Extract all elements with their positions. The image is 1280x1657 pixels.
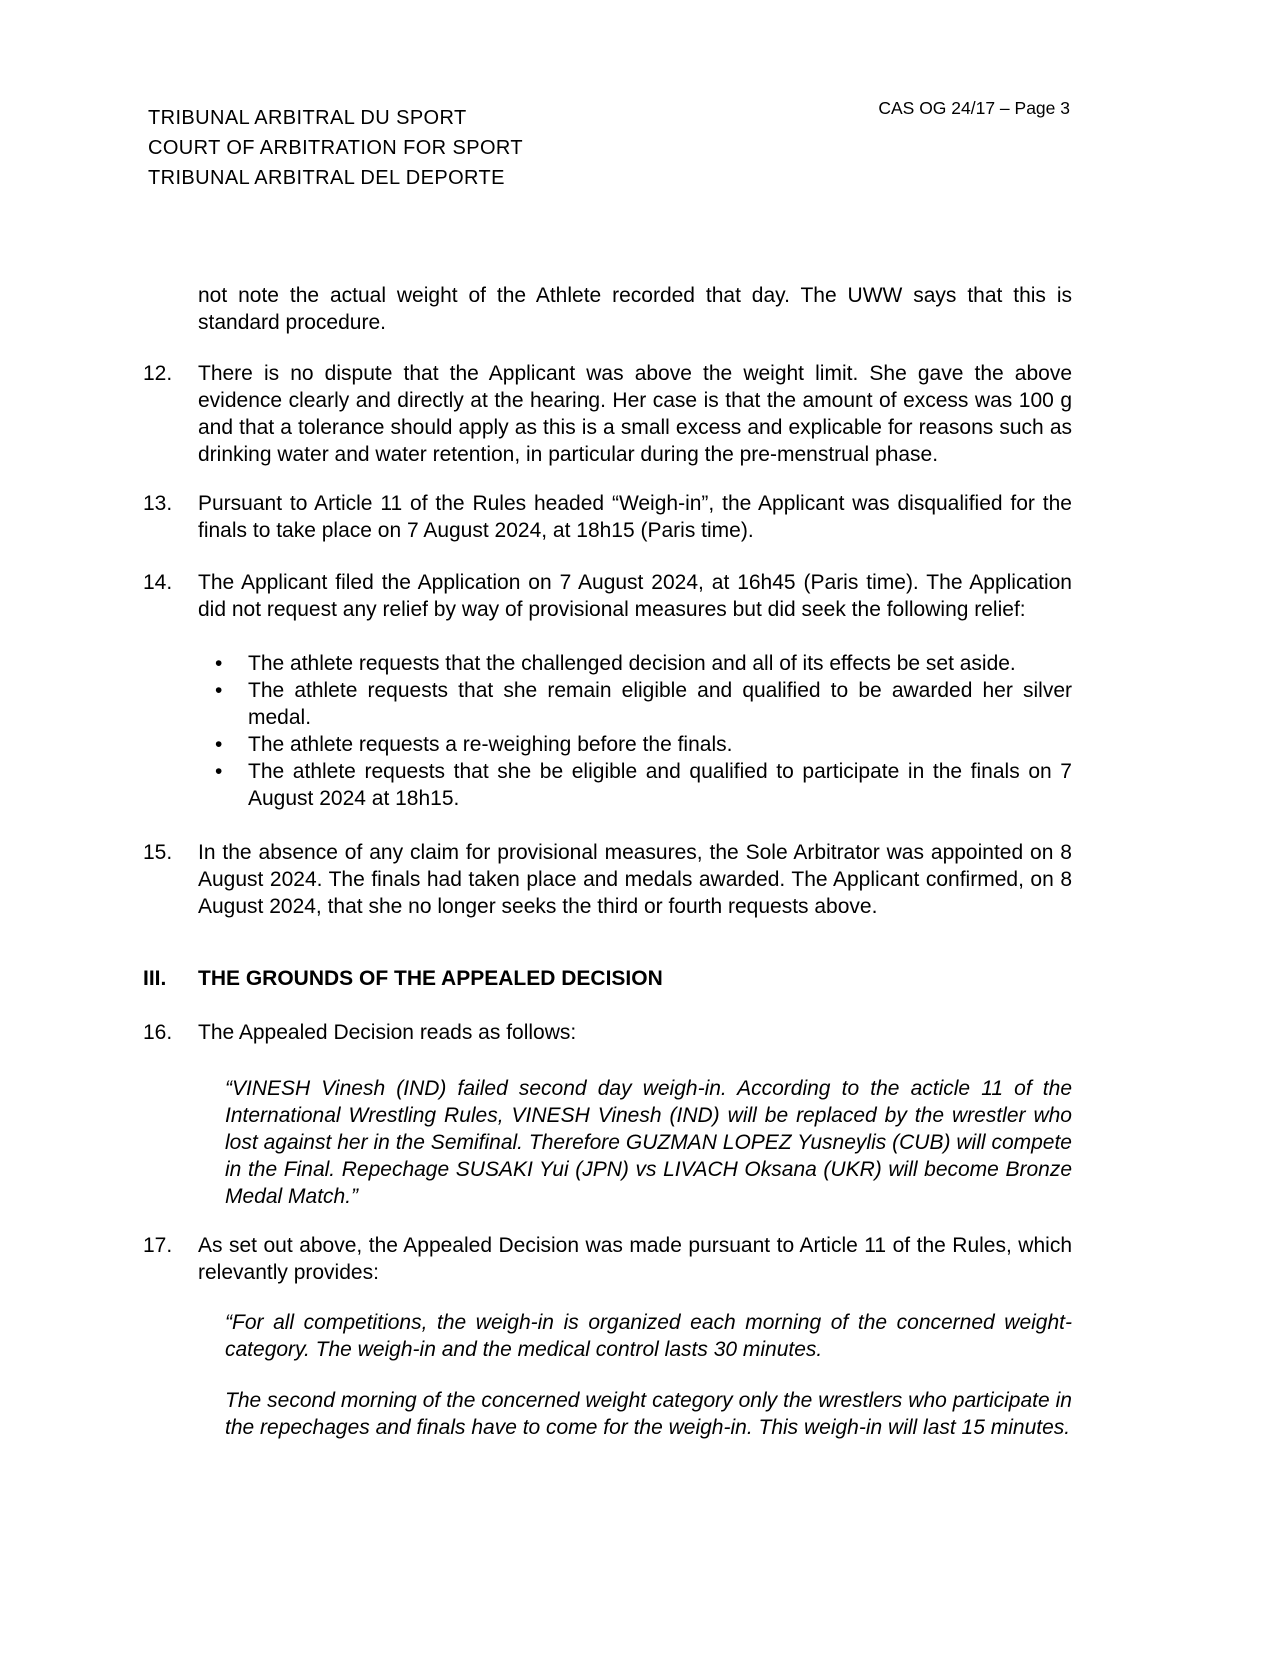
relief-item [215,650,1072,677]
paragraph-text: There is no dispute that the Applicant was above the weight limit. She gave the above evidence clearly and directly at the hearing. Her case is that the amount of excess was 100 g and that a tolerance should apply as this is a small excess and explicable for reasons such as drinking water and water retention, in particular during the pre-menstrual phase. [198,362,1072,466]
relief-item [215,731,1072,758]
relief-requests-list [215,650,1072,812]
page-header [0,0,1280,193]
paragraph-text: As set out above, the Appealed Decision was made pursuant to Article 11 of the Rules, which relevantly provides: [198,1234,1072,1284]
org-name-english: COURT OF ARBITRATION FOR SPORT [148,137,523,159]
document-body [143,282,1072,1441]
paragraph-number: 14. [143,571,173,594]
paragraph-16 [143,1019,1072,1046]
tribunal-letterhead [148,103,523,193]
relief-item-text: The athlete requests a re-weighing before the finals. [248,733,733,756]
org-name-french: TRIBUNAL ARBITRAL DU SPORT [148,107,467,129]
bullet-icon [215,650,248,677]
paragraph-number: 15. [143,841,173,864]
quote-appealed-decision: “VINESH Vinesh (IND) failed second day weigh-in. According to the acticle 11 of the International Wrestling Rules, VINESH Vinesh (IND) will be replaced by the wrestler who lost against her in the Semifinal. Therefore GUZMAN LOPEZ Yusneylis (CUB) will compete in the Final. Repechage SUSAKI Yui (JPN) vs LIVACH Oksana (UKR) will become Bronze Medal Match.” [225,1077,1072,1208]
bullet-icon [215,677,248,731]
paragraph-text: Pursuant to Article 11 of the Rules headed “Weigh-in”, the Applicant was disqualified for the finals to take place on 7 August 2024, at 18h15 (Paris time). [198,492,1072,542]
paragraph-17 [143,1232,1072,1286]
bullet-icon [215,758,248,812]
paragraph-text: The Applicant filed the Application on 7 August 2024, at 16h45 (Paris time). The Application did not request any relief by way of provisional measures but did seek the following relief: [198,571,1072,621]
quote-article-11-paragraph-2: The second morning of the concerned weight category only the wrestlers who participate in the repechages and finals have to come for the weigh-in. This weigh-in will last 15 minutes. [225,1389,1072,1439]
relief-item-text: The athlete requests that the challenged decision and all of its effects be set aside. [248,652,1016,675]
quote-article-11-paragraph-1: “For all competitions, the weigh-in is organized each morning of the concerned weight-category. The weigh-in and the medical control lasts 30 minutes. [225,1311,1072,1361]
paragraph-text: In the absence of any claim for provisional measures, the Sole Arbitrator was appointed on 8 August 2024. The finals had taken place and medals awarded. The Applicant confirmed, on 8 August 2024, that she no longer seeks the third or fourth requests above. [198,841,1072,918]
relief-item-text: The athlete requests that she be eligible and qualified to participate in the finals on 7 August 2024 at 18h15. [248,760,1072,810]
paragraph-number: 16. [143,1021,173,1044]
paragraph-12 [143,360,1072,468]
paragraph-text: The Appealed Decision reads as follows: [198,1021,577,1044]
paragraph-13 [143,490,1072,544]
section-title: THE GROUNDS OF THE APPEALED DECISION [198,967,663,990]
bullet-icon [215,731,248,758]
case-page-reference: CAS OG 24/17 – Page 3 [878,98,1070,118]
section-number: III. [143,967,167,990]
relief-item [215,758,1072,812]
org-name-spanish: TRIBUNAL ARBITRAL DEL DEPORTE [148,167,505,189]
paragraph-15 [143,839,1072,920]
paragraph-number: 17. [143,1234,173,1257]
relief-item-text: The athlete requests that she remain eligible and qualified to be awarded her silver medal. [248,679,1072,729]
section-heading-grounds [143,965,1072,992]
paragraph-number: 13. [143,492,173,515]
relief-item [215,677,1072,731]
paragraph-number: 12. [143,362,173,385]
paragraph-11-continuation: not note the actual weight of the Athlete recorded that day. The UWW says that this is standard procedure. [198,284,1072,334]
paragraph-14 [143,569,1072,623]
